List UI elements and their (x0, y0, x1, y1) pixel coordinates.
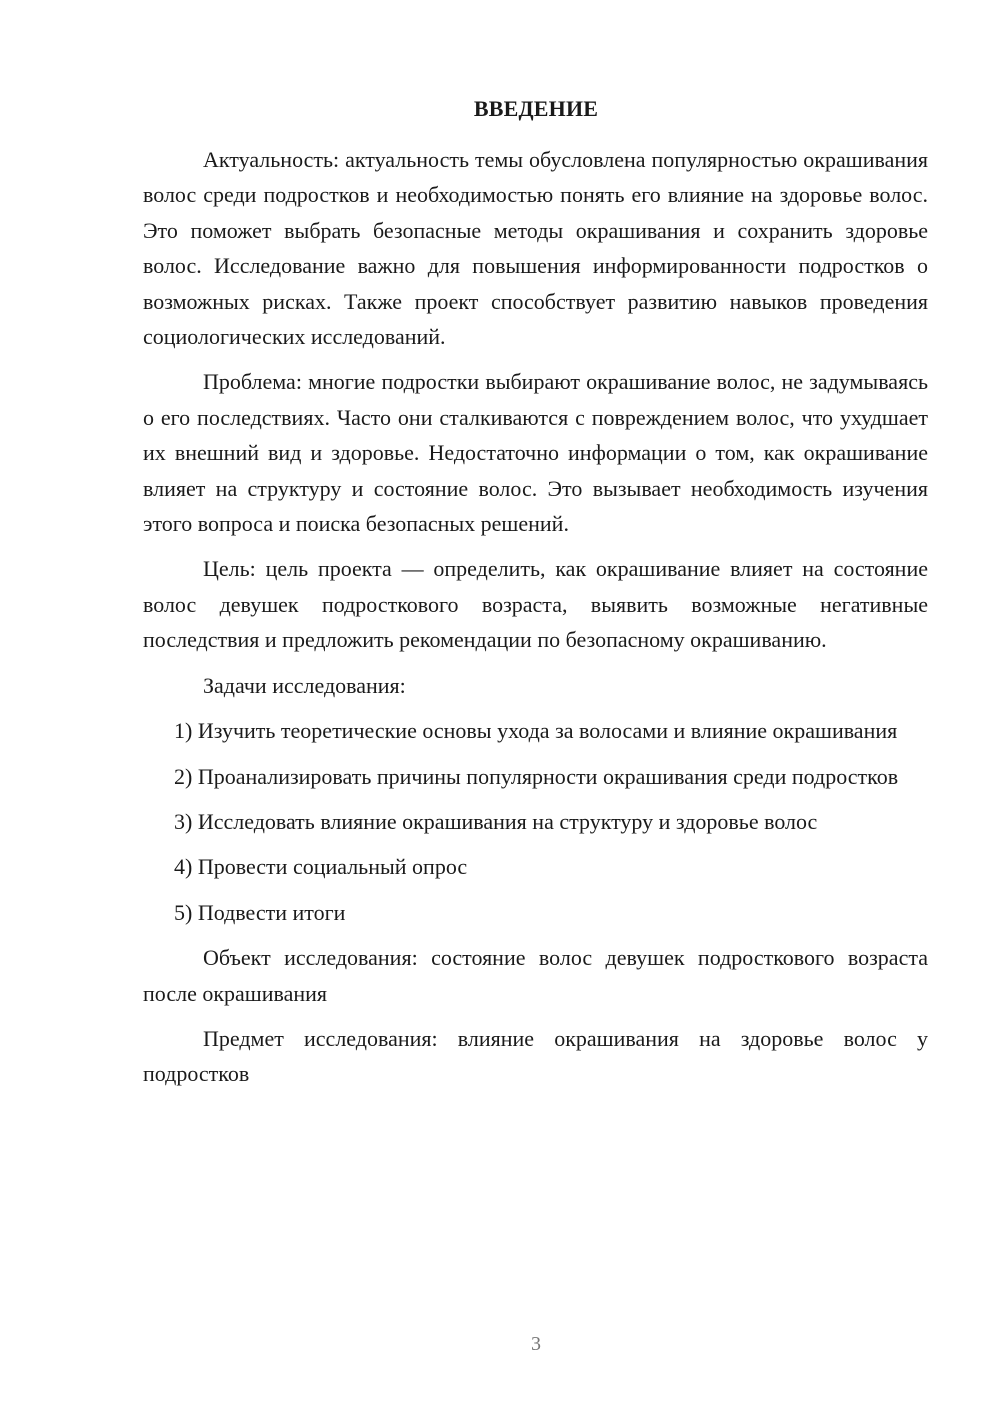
task-item-1: 1) Изучить теоретические основы ухода за волосами и влияние окрашивания (174, 718, 898, 744)
paragraph-goal: Цель: цель проекта — определить, как окрашивание влияет на состояние волос девушек подросткового возраста, выявить возможные негативные последствия и предложить рекомендации по безопасному окрашиванию. (143, 556, 928, 653)
task-item-2: 2) Проанализировать причины популярности окрашивания среди подростков (174, 763, 899, 789)
task-item-5: 5) Подвести итоги (174, 899, 346, 925)
paragraph-subject: Предмет исследования: влияние окрашивания на здоровье волос у подростков (143, 1025, 928, 1087)
document-body (143, 142, 928, 1102)
page-number: 3 (531, 1333, 541, 1355)
paragraph-relevance: Актуальность: актуальность темы обусловлена популярностью окрашивания волос среди подростков и необходимостью понять его влияние на здоровье волос. Это поможет выбрать безопасные методы окрашивания и сохранить здоровье волос. Исследование важно для повышения информированности подростков о возможных рисках. Также проект способствует развитию навыков проведения социологических исследований. (143, 147, 928, 350)
section-title: ВВЕДЕНИЕ (473, 96, 599, 121)
task-item-4: 4) Провести социальный опрос (174, 854, 468, 880)
paragraph-object: Объект исследования: состояние волос девушек подросткового возраста после окрашивания (143, 945, 928, 1006)
paragraph-tasks-heading: Задачи исследования: (203, 672, 406, 698)
task-item-3: 3) Исследовать влияние окрашивания на структуру и здоровье волос (174, 808, 818, 834)
paragraph-problem: Проблема: многие подростки выбирают окрашивание волос, не задумываясь о его последствиях. Часто они сталкиваются с повреждением волос, что ухудшает их внешний вид и здоровье. Недостаточно информации о том, как окрашивание влияет на структуру и состояние волос. Это вызывает необходимость изучения этого вопроса и поиска безопасных решений. (143, 369, 928, 537)
